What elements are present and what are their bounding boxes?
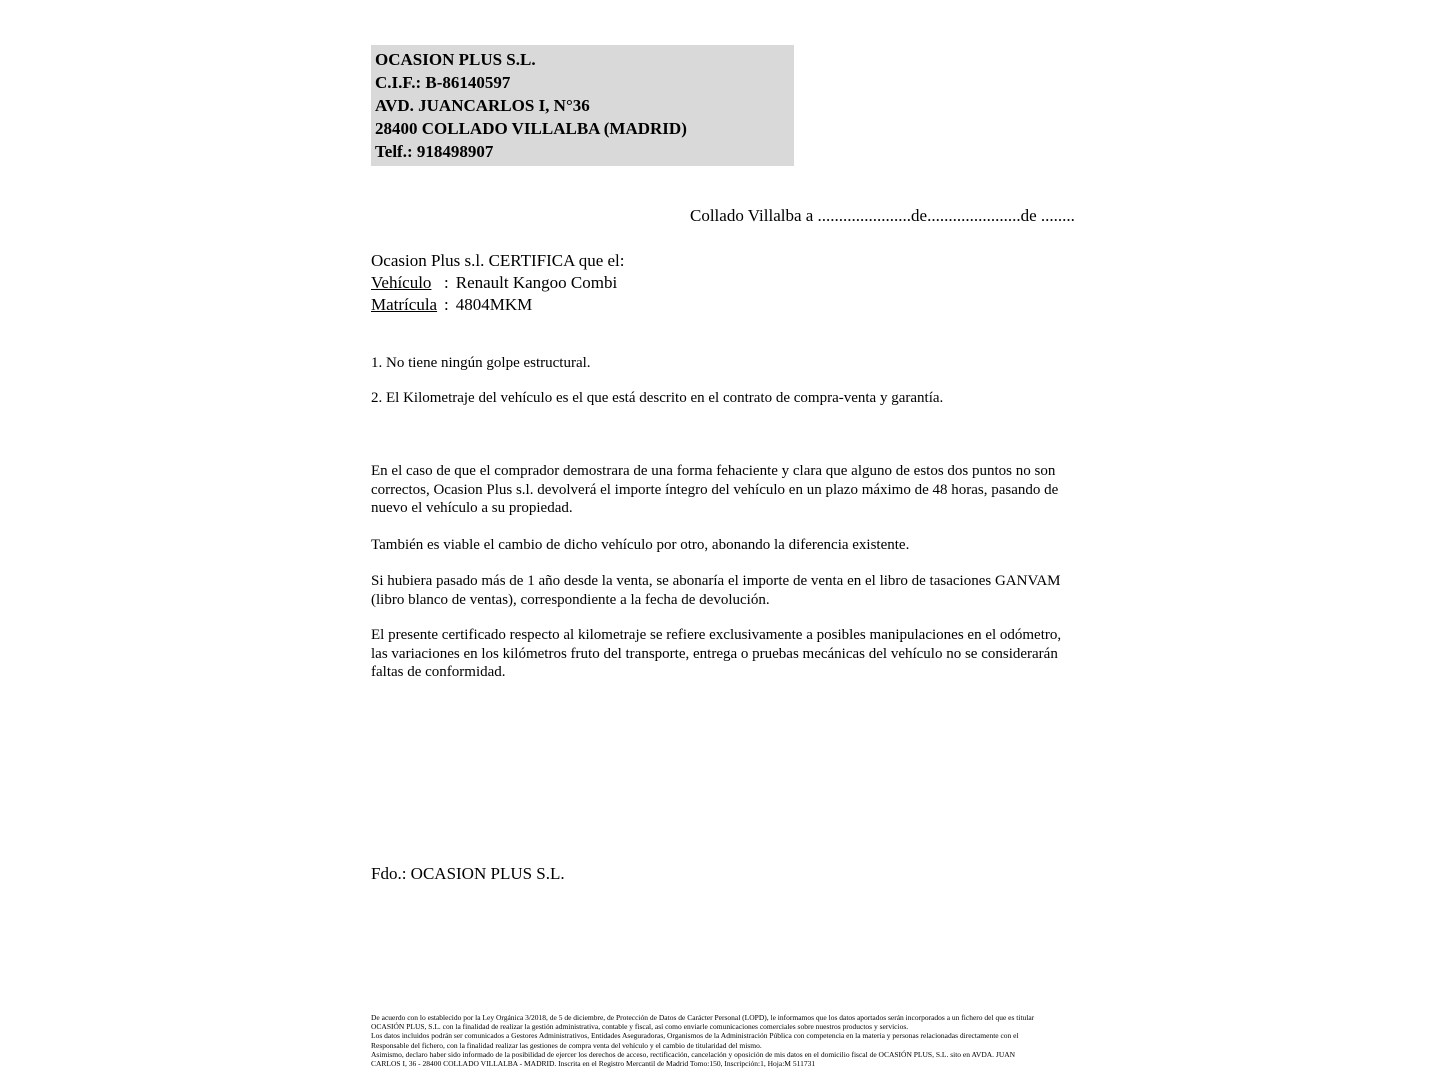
- plate-row: [371, 294, 625, 316]
- point-structural: 1. No tiene ningún golpe estructural.: [371, 355, 591, 371]
- company-city: 28400 COLLADO VILLALBA (MADRID): [375, 119, 687, 138]
- footer-line-2: OCASIÓN PLUS, S.L. con la finalidad de realizar la gestión administrativa, contable y fiscal, así como enviarle comunicaciones comerciales sobre nuestros productos y servicios.: [371, 1022, 909, 1032]
- footer-line-1: De acuerdo con lo establecido por la Ley Orgánica 3/2018, de 5 de diciembre, de Protección de Datos de Carácter Personal (LOPD), le informamos que los datos aportados serán incorporados a un fichero del que es titular: [371, 1013, 1035, 1022]
- vehicle-row: [371, 272, 625, 294]
- point-mileage: 2. El Kilometraje del vehículo es el que está descrito en el contrato de compra-venta y garantía.: [371, 390, 944, 406]
- company-cif: C.I.F.: B-86140597: [375, 73, 511, 92]
- signature-line: Fdo.: OCASION PLUS S.L.: [371, 864, 565, 883]
- paragraph-exchange: También es viable el cambio de dicho vehículo por otro, abonando la diferencia existente.: [371, 537, 910, 553]
- footer-line-5: Asimismo, declaro haber sido informado de la posibilidad de ejercer los derechos de acceso, rectificación, cancelación y oposición de mis datos en el domicilio fiscal de OCASIÓN PLUS, S.L. sito en AVDA. JUAN: [371, 1049, 1016, 1059]
- vehicle-separator: :: [444, 273, 449, 292]
- certification-block: [371, 250, 625, 316]
- company-name: OCASION PLUS S.L.: [375, 50, 536, 69]
- vehicle-label: Vehículo: [371, 273, 432, 292]
- legal-footer: [371, 1013, 1073, 1068]
- date-line: Collado Villalba a ......................de......................de ........: [690, 206, 1075, 225]
- certify-intro: Ocasion Plus s.l. CERTIFICA que el:: [371, 251, 625, 270]
- company-address: AVD. JUANCARLOS I, N°36: [375, 96, 590, 115]
- footer-line-4: Responsable del fichero, con la finalidad realizar las gestiones de compra venta del vehículo y el cambio de titularidad del mismo.: [371, 1040, 762, 1050]
- paragraph-ganvam: Si hubiera pasado más de 1 año desde la venta, se abonaría el importe de venta en el libro de tasaciones GANVAM (libro blanco de ventas), correspondiente a la fecha de devolución.: [371, 573, 1061, 608]
- company-header-box: [371, 45, 794, 166]
- paragraph-odometer: El presente certificado respecto al kilometraje se refiere exclusivamente a posibles manipulaciones en el odómetro, las variaciones en los kilómetros fruto del transporte, entrega o pruebas mecánicas del vehículo no se considerarán faltas de conformidad.: [371, 627, 1062, 681]
- footer-line-6: CARLOS I, 36 - 28400 COLLADO VILLALBA - MADRID. Inscrita en el Registro Mercantil de Madrid Tomo:150, Inscripción:1, Hoja:M 511731: [371, 1059, 816, 1069]
- plate-label: Matrícula: [371, 295, 438, 314]
- plate-value: 4804MKM: [455, 295, 533, 314]
- vehicle-value: Renault Kangoo Combi: [455, 273, 618, 292]
- company-phone: Telf.: 918498907: [375, 142, 494, 161]
- plate-separator: :: [444, 295, 449, 314]
- paragraph-refund: En el caso de que el comprador demostrara de una forma fehaciente y clara que alguno de estos dos puntos no son correctos, Ocasion Plus s.l. devolverá el importe íntegro del vehículo en un plazo máximo de 48 horas, pasando de nuevo el vehículo a su propiedad.: [371, 463, 1059, 517]
- footer-line-3: Los datos incluidos podrán ser comunicados a Gestores Administrativos, Entidades Aseguradoras, Organismos de la Administración Pública con competencia en la materia y personas relacionadas directamente con el: [371, 1031, 1019, 1041]
